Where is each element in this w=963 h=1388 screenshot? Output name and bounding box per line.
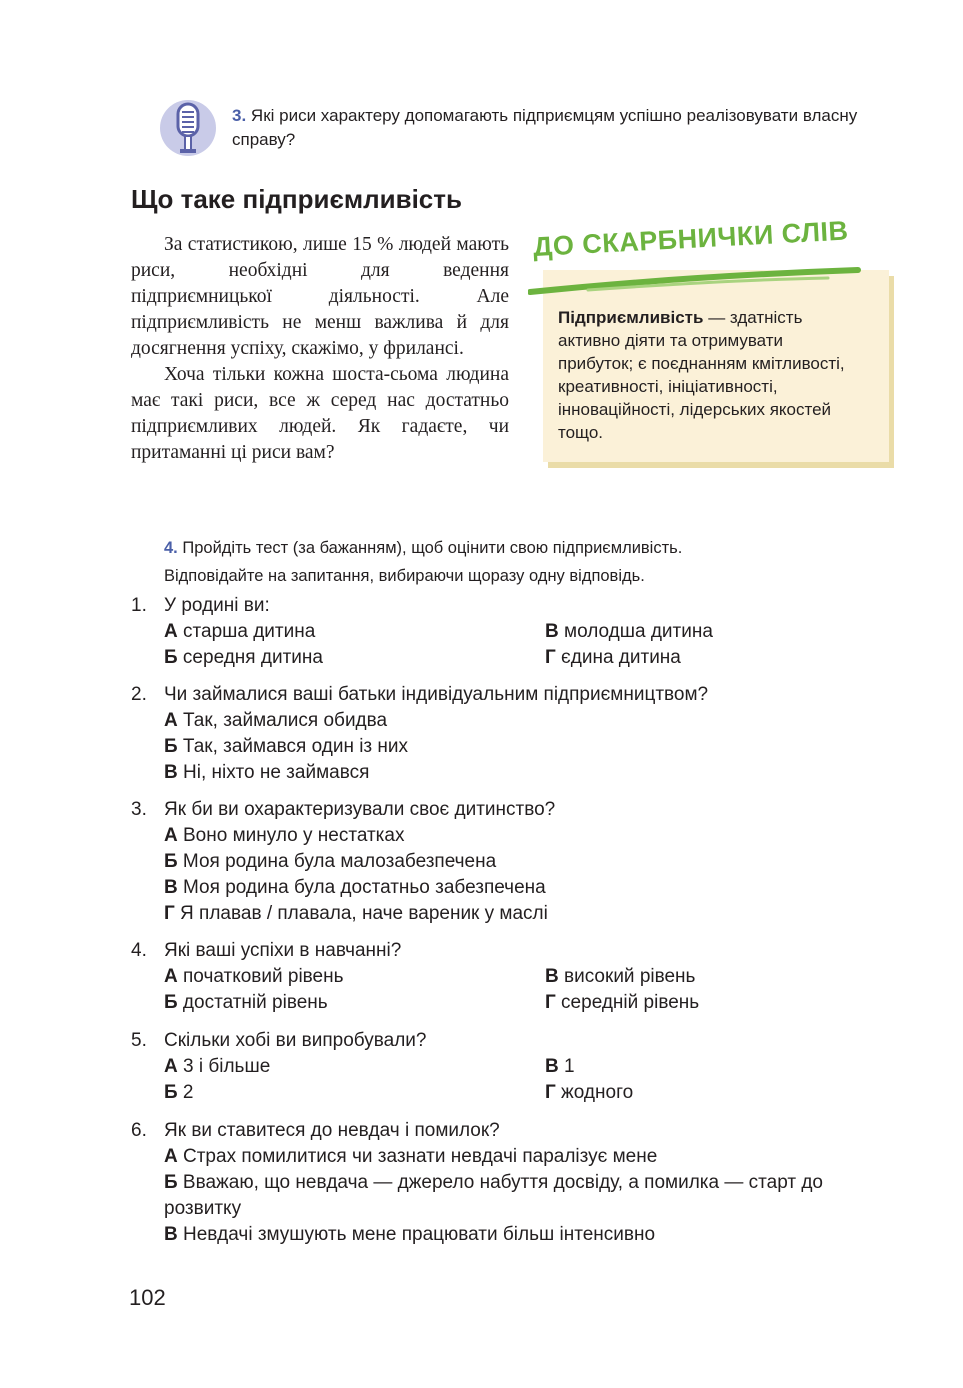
microphone-icon	[160, 100, 216, 156]
option	[164, 708, 387, 734]
option	[164, 901, 548, 927]
vocab-definition-text: — здатність активно діяти та отримувати прибуток; є поєднанням кмітливості, креативності, ініціативності, інноваційності, лідерських якостей тощо.	[558, 308, 845, 442]
question-number: 1.	[131, 595, 147, 616]
section-heading: Що таке підприємливість	[131, 184, 462, 214]
question-number: 6.	[131, 1120, 147, 1141]
option-letter: А	[164, 710, 178, 731]
option	[164, 1222, 655, 1248]
option-text: Моя родина була малозабезпечена	[177, 851, 497, 872]
question-number: 5.	[131, 1030, 147, 1051]
question-text: Чи займалися ваші батьки індивідуальним підприємництвом?	[164, 684, 709, 705]
task-4-instruction: Пройдіть тест (за бажанням), щоб оцінити свою підприємливість.	[182, 539, 683, 557]
option	[545, 645, 681, 671]
option-letter: Г	[164, 903, 175, 924]
option-letter: В	[164, 762, 178, 783]
task-number: 3.	[232, 106, 247, 125]
option-text: Вважаю, що невдача — джерело набуття досвіду, а помилка — старт до розвитку	[164, 1172, 823, 1219]
option-text: Воно минуло у нестатках	[177, 825, 405, 846]
question-text: Як ви ставитеся до невдач і помилок?	[164, 1120, 500, 1141]
option-text: молодша дитина	[558, 621, 713, 642]
option-letter: А	[164, 621, 178, 642]
option-letter: Г	[545, 1082, 556, 1103]
option-text: початковий рівень	[177, 966, 344, 987]
task-4-line-1	[164, 534, 884, 562]
option	[545, 1080, 633, 1106]
task-3	[232, 104, 892, 152]
option-letter: Б	[164, 736, 178, 757]
question-text: Скільки хобі ви випробували?	[164, 1030, 427, 1051]
question-text: Які ваші успіхи в навчанні?	[164, 940, 402, 961]
option-text: Ні, ніхто не займався	[177, 762, 370, 783]
option	[164, 990, 328, 1016]
task-4-line-2: Відповідайте на запитання, вибираючи щоразу одну відповідь.	[164, 567, 645, 585]
paragraph: Хоча тільки кожна шоста-сьома людина має такі риси, все ж серед нас достатньо підприємливих людей. Як гадаєте, чи притаманні ці риси вам?	[131, 364, 509, 463]
option-text: достатній рівень	[177, 992, 328, 1013]
option-letter: А	[164, 825, 178, 846]
option-letter: Б	[164, 1082, 178, 1103]
option	[164, 619, 315, 645]
option	[164, 849, 496, 875]
task-text: Які риси характеру допомагають підприємцям успішно реалізовувати власну справу?	[232, 106, 858, 149]
option-letter: Б	[164, 647, 178, 668]
option	[164, 1080, 194, 1106]
question-number: 2.	[131, 684, 147, 705]
option-text: середній рівень	[555, 992, 700, 1013]
paragraph: За статистикою, лише 15 % людей мають риси, необхідні для ведення підприємницької діяльності. Але підприємливість не менш важлива й для досягнення успіху, скажімо, у фрилансі.	[131, 234, 509, 359]
option-text: Страх помилитися чи зазнати невдачі паралізує мене	[177, 1146, 658, 1167]
task-number: 4.	[164, 539, 178, 557]
option-text: середня дитина	[177, 647, 323, 668]
option	[164, 964, 344, 990]
option-letter: Б	[164, 851, 178, 872]
option-text: Невдачі змушують мене працювати більш інтенсивно	[177, 1224, 656, 1245]
option	[164, 875, 546, 901]
option-text: 2	[177, 1082, 194, 1103]
option	[545, 964, 695, 990]
option-text: високий рівень	[558, 966, 696, 987]
question-text: Як би ви охарактеризували своє дитинство?	[164, 799, 556, 820]
option-text: Я плавав / плавала, наче вареник у маслі	[174, 903, 548, 924]
question-text: У родині ви:	[164, 595, 270, 616]
option	[164, 1144, 657, 1170]
option	[545, 619, 713, 645]
option	[545, 990, 699, 1016]
option	[545, 1054, 575, 1080]
option	[164, 1054, 270, 1080]
option-letter: В	[164, 1224, 178, 1245]
option-letter: В	[545, 621, 559, 642]
option-letter: А	[164, 1056, 178, 1077]
vocab-definition	[558, 306, 858, 444]
green-brush-stroke	[528, 266, 862, 298]
option-text: Так, займався один із них	[177, 736, 409, 757]
option-letter: В	[164, 877, 178, 898]
option-letter: Б	[164, 992, 178, 1013]
option-letter: Г	[545, 992, 556, 1013]
vocab-title: ДО СКАРБНИЧКИ СЛІВ	[532, 215, 850, 263]
option-text: Так, займалися обидва	[177, 710, 388, 731]
question-number: 4.	[131, 940, 147, 961]
option-text: старша дитина	[177, 621, 316, 642]
option-letter: А	[164, 966, 178, 987]
option-text: 1	[558, 1056, 575, 1077]
option-letter: В	[545, 1056, 559, 1077]
option-letter: А	[164, 1146, 178, 1167]
option-text: єдина дитина	[555, 647, 681, 668]
option	[164, 734, 408, 760]
question-number: 3.	[131, 799, 147, 820]
option-text: 3 і більше	[177, 1056, 271, 1077]
option-letter: Г	[545, 647, 556, 668]
option	[164, 645, 323, 671]
option-letter: Б	[164, 1172, 178, 1193]
option-text: Моя родина була достатньо забезпечена	[177, 877, 546, 898]
body-text	[131, 232, 509, 466]
option	[164, 1170, 869, 1222]
task-4	[164, 534, 884, 590]
page-number: 102	[129, 1285, 166, 1310]
option-text: жодного	[555, 1082, 634, 1103]
option	[164, 823, 404, 849]
option-letter: В	[545, 966, 559, 987]
vocab-term: Підприємливість	[558, 308, 704, 327]
option	[164, 760, 369, 786]
